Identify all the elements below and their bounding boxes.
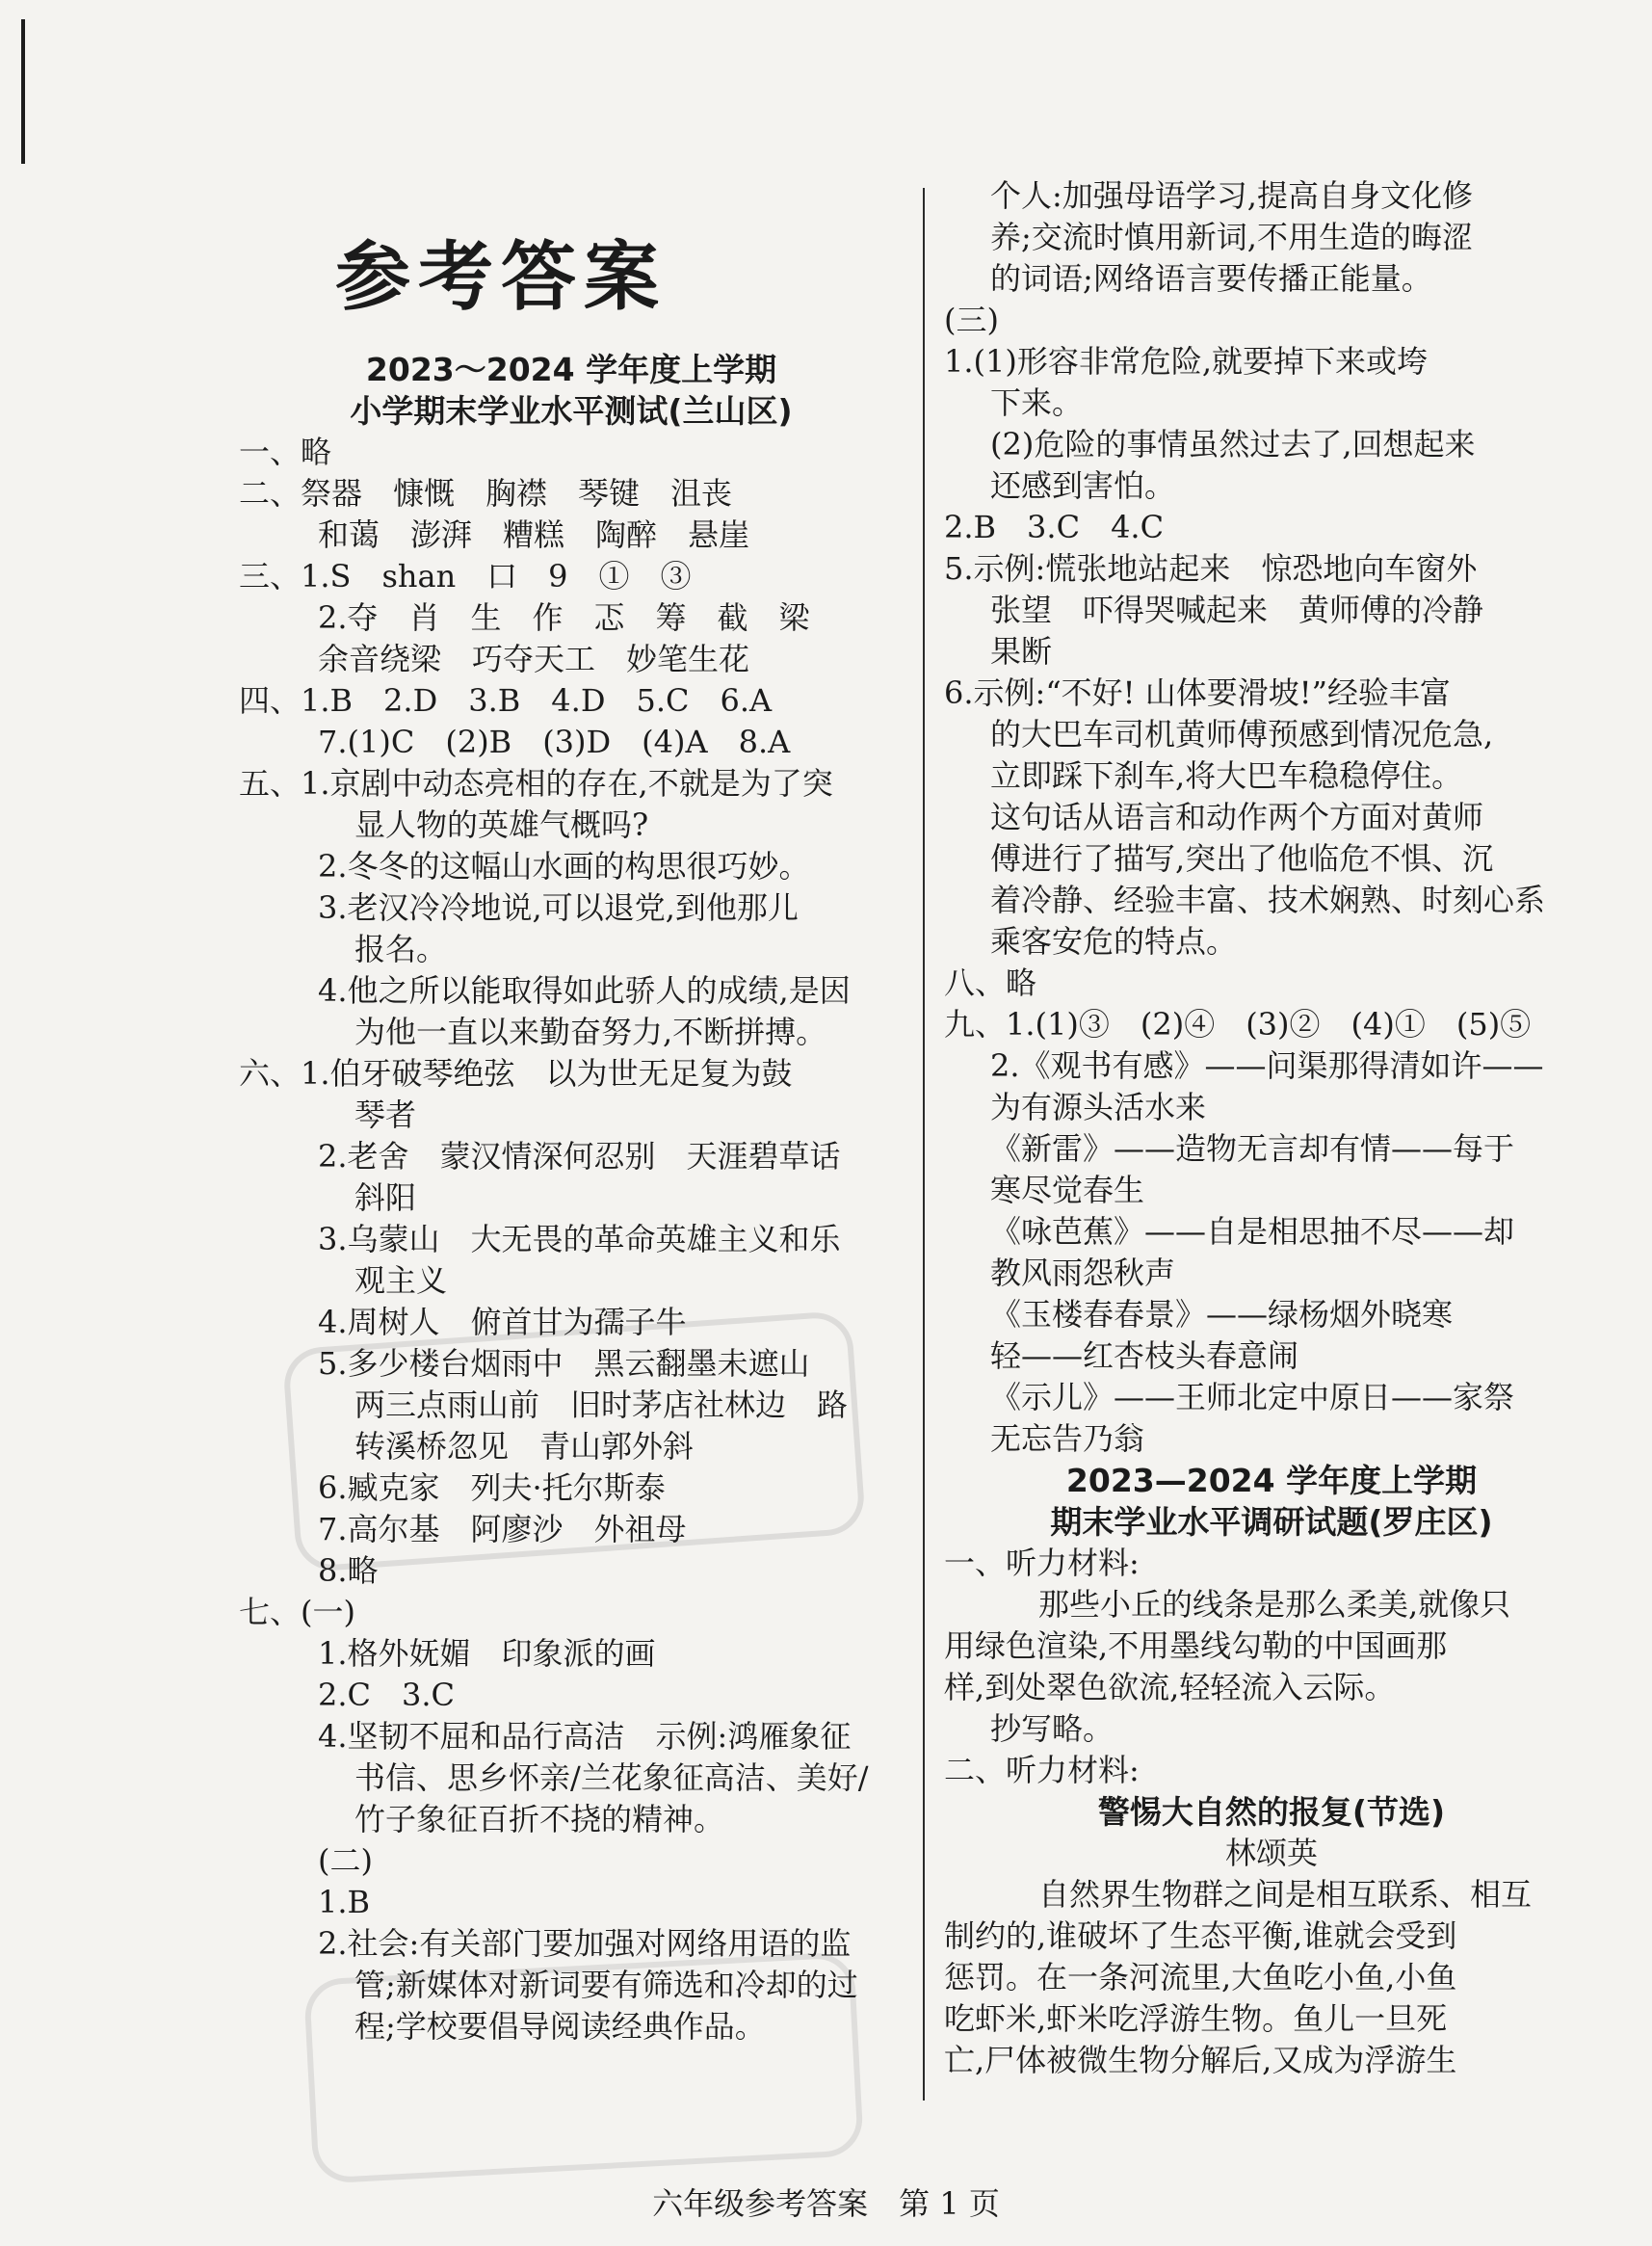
- answer-line: 个人:加强母语学习,提高自身文化修: [990, 177, 1473, 214]
- answer-line: 着冷静、经验丰富、技术娴熟、时刻心系: [990, 882, 1546, 918]
- answer-line: 的大巴车司机黄师傅预感到情况危急,: [990, 716, 1494, 753]
- answer-line: 报名。: [354, 931, 448, 967]
- answer-line: 这句话从语言和动作两个方面对黄师: [990, 799, 1484, 835]
- answer-line: 林颂英: [1224, 1835, 1318, 1871]
- answer-line: 管;新媒体对新词要有筛选和冷却的过: [354, 1967, 858, 2003]
- answer-line: 傅进行了描写,突出了他临危不惧、沉: [990, 840, 1494, 877]
- answer-line: 一、略: [239, 434, 332, 470]
- answer-line: 立即踩下刹车,将大巴车稳稳停住。: [990, 757, 1463, 794]
- answer-line: 转溪桥忽见 青山郭外斜: [354, 1428, 695, 1465]
- answer-line: 为有源头活水来: [990, 1089, 1207, 1125]
- answer-line: 亡,尸体被微生物分解后,又成为浮游生: [944, 2042, 1457, 2078]
- answer-line: 2.B 3.C 4.C: [944, 509, 1165, 545]
- answer-line: 抄写略。: [990, 1710, 1114, 1747]
- answer-line: 《示儿》——王师北定中原日——家祭: [990, 1379, 1515, 1415]
- answer-line: 自然界生物群之间是相互联系、相互: [1038, 1876, 1533, 1913]
- answer-line: 7.(1)C (2)B (3)D (4)A 8.A: [318, 724, 791, 760]
- column-divider: [923, 188, 925, 2101]
- answer-line: (三): [944, 302, 999, 338]
- answer-line: 八、略: [944, 964, 1037, 1001]
- answer-line: 4.周树人 俯首甘为孺子牛: [318, 1304, 687, 1340]
- answer-line: 琴者: [354, 1097, 417, 1133]
- section-heading: 2023～2024 学年度上学期: [365, 351, 777, 388]
- answer-line: 乘客安危的特点。: [990, 923, 1238, 960]
- answer-line: 2.老舍 蒙汉情深何忍别 天涯碧草话: [318, 1138, 841, 1175]
- answer-line: 《咏芭蕉》——自是相思抽不尽——却: [990, 1213, 1515, 1250]
- answer-line: 显人物的英雄气概吗?: [354, 806, 649, 843]
- answer-line: 2.冬冬的这幅山水画的构思很巧妙。: [318, 848, 810, 885]
- answer-line: 二、听力材料:: [944, 1752, 1140, 1788]
- answer-line: 4.坚韧不屈和品行高洁 示例:鸿雁象征: [318, 1718, 852, 1755]
- answer-line: 观主义: [354, 1262, 448, 1299]
- answer-line: 七、(一): [239, 1594, 355, 1630]
- answer-line: 2.C 3.C: [318, 1677, 456, 1713]
- answer-line: 制约的,谁破坏了生态平衡,谁就会受到: [944, 1917, 1457, 1954]
- answer-line: 5.示例:慌张地站起来 惊恐地向车窗外: [944, 550, 1478, 587]
- answer-line: 余音绕梁 巧夺天工 妙笔生花: [318, 641, 750, 677]
- answer-line: 那些小丘的线条是那么柔美,就像只: [1038, 1586, 1511, 1623]
- answer-line: 六、1.伯牙破琴绝弦 以为世无足复为鼓: [239, 1055, 793, 1092]
- answer-line: 两三点雨山前 旧时茅店社林边 路: [354, 1387, 849, 1423]
- answer-line: 《新雷》——造物无言却有情——每于: [990, 1130, 1515, 1167]
- answer-line: 寒尽觉春生: [990, 1172, 1145, 1208]
- answer-line: 轻——红杏枝头春意闹: [990, 1337, 1299, 1374]
- answer-line: 五、1.京剧中动态亮相的存在,不就是为了突: [239, 765, 833, 802]
- section-heading: 2023—2024 学年度上学期: [1065, 1462, 1478, 1499]
- answer-line: 为他一直以来勤奋努力,不断拼搏。: [354, 1014, 827, 1050]
- left-column: [239, 349, 904, 2048]
- answer-line: 7.高尔基 阿廖沙 外祖母: [318, 1511, 687, 1547]
- answer-line: 下来。: [990, 384, 1084, 421]
- answer-line: 《玉楼春春景》——绿杨烟外晓寒: [990, 1296, 1454, 1333]
- answer-line: 无忘告乃翁: [990, 1420, 1145, 1457]
- answer-line: 养;交流时慎用新词,不用生造的晦涩: [990, 219, 1473, 255]
- answer-line: 吃虾米,虾米吃浮游生物。鱼儿一旦死: [944, 2000, 1448, 2037]
- answer-line: 1.B: [318, 1884, 371, 1920]
- answer-line: 8.略: [318, 1552, 379, 1589]
- answer-line: 5.多少楼台烟雨中 黑云翻墨未遮山: [318, 1345, 810, 1382]
- answer-line: 3.老汉冷冷地说,可以退党,到他那儿: [318, 889, 799, 926]
- answer-line: (2)危险的事情虽然过去了,回想起来: [990, 426, 1476, 462]
- right-column: [944, 175, 1599, 2081]
- answer-line: 教风雨怨秋声: [990, 1255, 1176, 1291]
- answer-line: 惩罚。在一条河流里,大鱼吃小鱼,小鱼: [944, 1959, 1457, 1995]
- answer-line: 果断: [990, 633, 1053, 670]
- section-heading: 小学期末学业水平测试(兰山区): [350, 392, 793, 430]
- page-footer: 六年级参考答案 第 1 页: [652, 2185, 1000, 2222]
- answer-line: 1.(1)形容非常危险,就要掉下来或垮: [944, 343, 1429, 380]
- page-title: 参考答案: [334, 234, 667, 321]
- answer-line: 4.他之所以能取得如此骄人的成绩,是因: [318, 972, 851, 1009]
- answer-line: 还感到害怕。: [990, 467, 1176, 504]
- answer-line: 斜阳: [354, 1179, 417, 1216]
- answer-line: 用绿色渲染,不用墨线勾勒的中国画那: [944, 1627, 1448, 1664]
- answer-line: 样,到处翠色欲流,轻轻流入云际。: [944, 1669, 1396, 1705]
- answer-line: 竹子象征百折不挠的精神。: [354, 1801, 725, 1837]
- answer-line: 2.社会:有关部门要加强对网络用语的监: [318, 1925, 852, 1962]
- answer-line: 2.夺 肖 生 作 忑 筹 截 梁: [318, 599, 810, 636]
- answer-line: 的词语;网络语言要传播正能量。: [990, 260, 1432, 297]
- answer-line: 张望 吓得哭喊起来 黄师傅的冷静: [990, 592, 1484, 628]
- answer-line: 2.《观书有感》——问渠那得清如许——: [990, 1047, 1544, 1084]
- section-heading: 警惕大自然的报复(节选): [1097, 1793, 1446, 1831]
- answer-line: 3.乌蒙山 大无畏的革命英雄主义和乐: [318, 1221, 841, 1257]
- answer-line: 6.示例:“不好! 山体要滑坡!”经验丰富: [944, 674, 1451, 711]
- left-edge-mark: [21, 19, 25, 164]
- answer-line: 6.臧克家 列夫·托尔斯泰: [318, 1469, 666, 1506]
- answer-line: 1.格外妩媚 印象派的画: [318, 1635, 656, 1672]
- section-heading: 期末学业水平调研试题(罗庄区): [1050, 1503, 1493, 1541]
- answer-line: 四、1.B 2.D 3.B 4.D 5.C 6.A: [239, 682, 773, 719]
- answer-line: 书信、思乡怀亲/兰花象征高洁、美好/: [354, 1759, 869, 1796]
- answer-line: 程;学校要倡导阅读经典作品。: [354, 2008, 766, 2045]
- answer-line: 三、1.S shan 口 9 ① ③: [239, 558, 692, 595]
- answer-line: 和蔼 澎湃 糟糕 陶醉 悬崖: [318, 516, 750, 553]
- answer-line: 一、听力材料:: [944, 1545, 1140, 1581]
- answer-line: (二): [318, 1842, 373, 1879]
- answer-line: 九、1.(1)③ (2)④ (3)② (4)① (5)⑤: [944, 1006, 1532, 1043]
- answer-line: 二、祭器 慷慨 胸襟 琴键 沮丧: [239, 475, 733, 512]
